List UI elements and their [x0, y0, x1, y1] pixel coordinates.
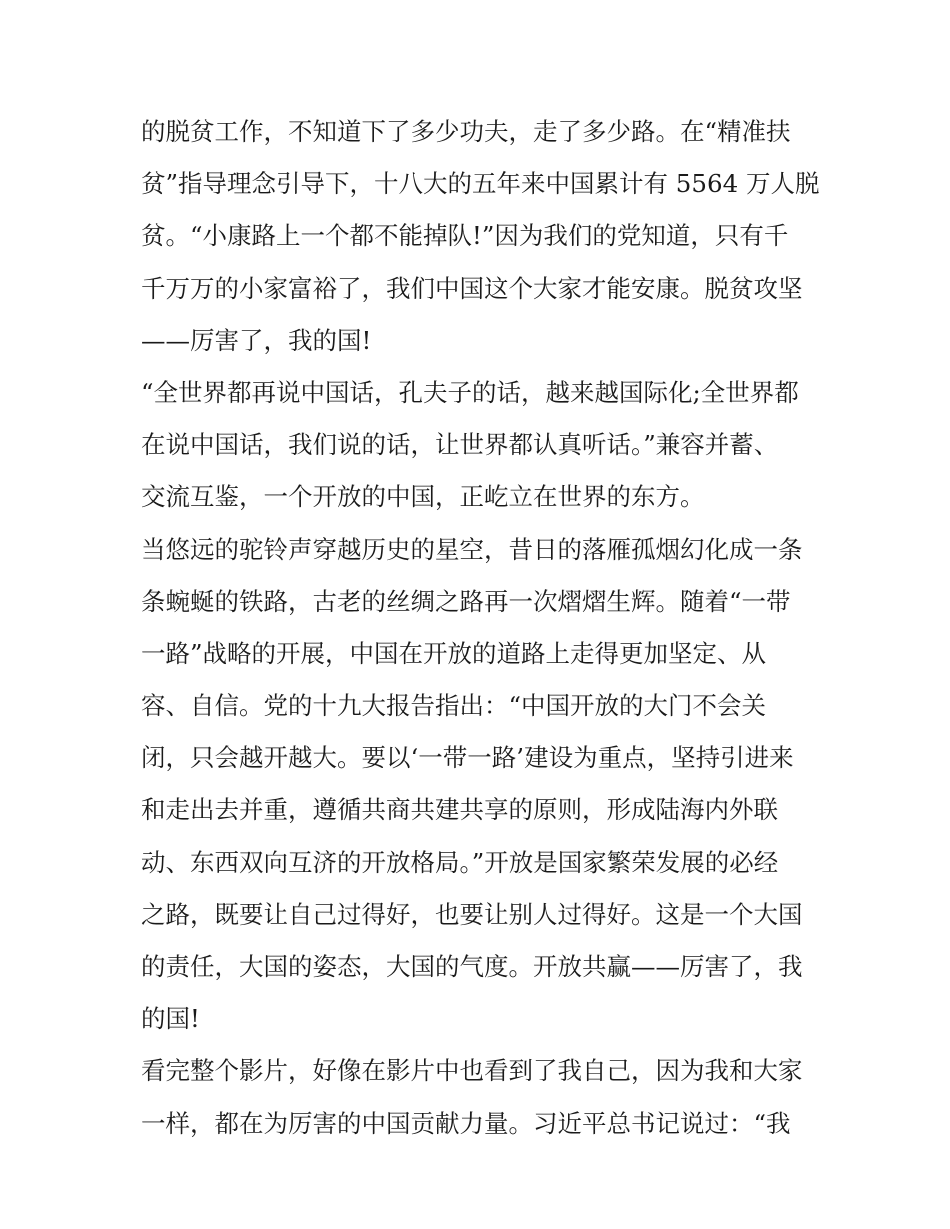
text-line: ——厉害了，我的国!	[141, 325, 372, 355]
text-line: 的责任，大国的姿态，大国的气度。开放共赢——厉害了，我	[141, 952, 803, 981]
text-line: 千万万的小家富裕了，我们中国这个大家才能安康。脱贫攻坚	[141, 273, 803, 303]
text-line: 和走出去并重，遵循共商共建共享的原则，形成陆海内外联	[141, 795, 778, 825]
text-line: 在说中国话，我们说的话，让世界都认真听话。”兼容并蓄、	[141, 430, 779, 460]
text-line: 容、自信。党的十九大报告指出：“中国开放的大门不会关	[141, 691, 767, 721]
text-line: 交流互鉴，一个开放的中国，正屹立在世界的东方。	[141, 482, 705, 512]
text-line: 条蜿蜒的铁路，古老的丝绸之路再一次熠熠生辉。随着“一带	[141, 586, 791, 616]
text-line: 闭，只会越开越大。要以‘一带一路’建设为重点，坚持引进来	[141, 743, 794, 773]
text-line: 的国!	[141, 1004, 200, 1034]
text-line: 一路”战略的开展，中国在开放的道路上走得更加坚定、从	[141, 638, 767, 668]
text-line: 看完整个影片，好像在影片中也看到了我自己，因为我和大家	[141, 1056, 803, 1086]
text-line: 一样，都在为厉害的中国贡献力量。习近平总书记说过：“我	[141, 1108, 791, 1138]
text-line: 之路，既要让自己过得好，也要让别人过得好。这是一个大国	[141, 899, 803, 929]
document-body	[141, 106, 821, 1150]
text-line: 的脱贫工作，不知道下了多少功夫，走了多少路。在“精准扶	[141, 117, 791, 146]
text-line: 贫。“小康路上一个都不能掉队!”因为我们的党知道，只有千	[141, 221, 789, 251]
text-line: 贫”指导理念引导下，十八大的五年来中国累计有 5564 万人脱	[141, 169, 820, 199]
text-line: 当悠远的驼铃声穿越历史的星空，昔日的落雁孤烟幻化成一条	[141, 534, 803, 564]
text-line: 动、东西双向互济的开放格局。”开放是国家繁荣发展的必经	[141, 847, 779, 877]
text-line: “全世界都再说中国话，孔夫子的话，越来越国际化;全世界都	[141, 377, 799, 407]
